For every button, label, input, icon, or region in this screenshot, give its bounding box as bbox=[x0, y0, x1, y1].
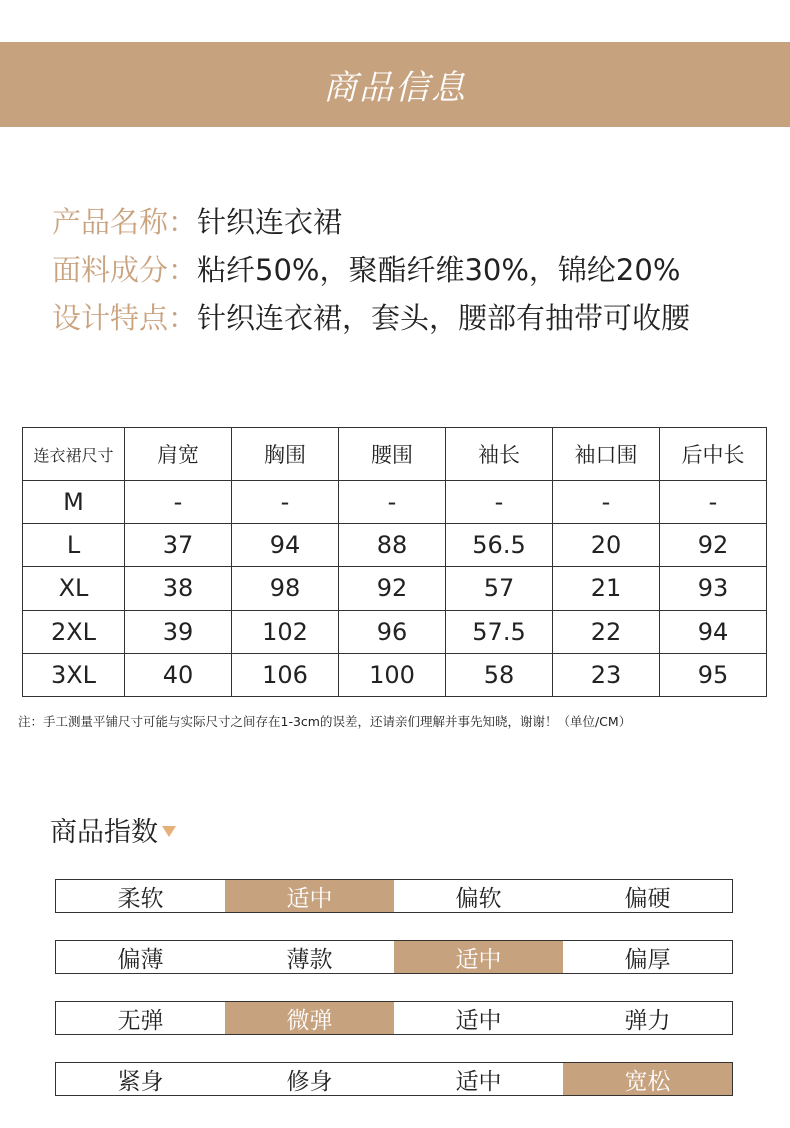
header-cell: 肩宽 bbox=[125, 428, 232, 481]
section-banner bbox=[0, 42, 790, 127]
table-cell: 40 bbox=[125, 653, 232, 696]
banner-title: 商品信息 bbox=[323, 68, 467, 108]
info-row-design bbox=[52, 294, 690, 342]
table-cell: - bbox=[553, 481, 660, 524]
table-row bbox=[23, 567, 767, 610]
table-cell: M bbox=[23, 481, 125, 524]
scale-option: 偏薄 bbox=[117, 946, 164, 973]
header-cell: 袖口围 bbox=[553, 428, 660, 481]
header-cell: 袖长 bbox=[446, 428, 553, 481]
table-cell: 96 bbox=[339, 610, 446, 653]
scale-option: 薄款 bbox=[286, 946, 333, 973]
product-info bbox=[52, 198, 690, 342]
table-cell: 39 bbox=[125, 610, 232, 653]
scale-option: 微弹 bbox=[225, 1002, 394, 1034]
index-scale-elasticity bbox=[55, 1001, 733, 1035]
info-value: 针织连衣裙 bbox=[197, 205, 343, 239]
table-cell: 20 bbox=[553, 524, 660, 567]
table-cell: 57 bbox=[446, 567, 553, 610]
table-cell: 21 bbox=[553, 567, 660, 610]
table-cell: 94 bbox=[232, 524, 339, 567]
table-cell: 106 bbox=[232, 653, 339, 696]
table-cell: 38 bbox=[125, 567, 232, 610]
measurement-note: 注：手工测量平铺尺寸可能与实际尺寸之间存在1-3cm的误差，还请亲们理解并事先知晓，谢谢！（单位/CM） bbox=[18, 714, 632, 729]
table-cell: 102 bbox=[232, 610, 339, 653]
size-table bbox=[22, 427, 767, 697]
table-row bbox=[23, 524, 767, 567]
index-title: 商品指数 bbox=[50, 817, 158, 848]
table-cell: 2XL bbox=[23, 610, 125, 653]
table-cell: - bbox=[660, 481, 767, 524]
table-cell: 100 bbox=[339, 653, 446, 696]
scale-option: 适中 bbox=[455, 1007, 502, 1034]
table-cell: - bbox=[339, 481, 446, 524]
header-cell: 胸围 bbox=[232, 428, 339, 481]
scale-option: 偏软 bbox=[455, 885, 502, 912]
info-row-material bbox=[52, 246, 690, 294]
scale-option: 紧身 bbox=[117, 1068, 164, 1095]
table-cell: 23 bbox=[553, 653, 660, 696]
scale-option: 无弹 bbox=[117, 1007, 164, 1034]
table-cell: L bbox=[23, 524, 125, 567]
scale-option: 修身 bbox=[286, 1068, 333, 1095]
scale-option: 柔软 bbox=[117, 885, 164, 912]
table-cell: 95 bbox=[660, 653, 767, 696]
table-cell: - bbox=[232, 481, 339, 524]
table-cell: 56.5 bbox=[446, 524, 553, 567]
info-label: 面料成分： bbox=[52, 253, 198, 287]
scale-option: 宽松 bbox=[563, 1063, 732, 1095]
scale-option: 适中 bbox=[394, 941, 563, 973]
info-label: 设计特点： bbox=[52, 301, 198, 335]
table-cell: - bbox=[125, 481, 232, 524]
triangle-down-icon bbox=[162, 826, 176, 837]
table-cell: 93 bbox=[660, 567, 767, 610]
index-scale-softness bbox=[55, 879, 733, 913]
table-cell: 88 bbox=[339, 524, 446, 567]
scale-option: 适中 bbox=[225, 880, 394, 912]
table-row bbox=[23, 481, 767, 524]
index-scale-fit bbox=[55, 1062, 733, 1096]
scale-option: 偏硬 bbox=[624, 885, 671, 912]
index-heading bbox=[50, 810, 176, 849]
table-cell: 92 bbox=[660, 524, 767, 567]
info-row-name bbox=[52, 198, 690, 246]
info-value: 针织连衣裙，套头，腰部有抽带可收腰 bbox=[197, 301, 691, 335]
table-cell: 37 bbox=[125, 524, 232, 567]
table-row bbox=[23, 610, 767, 653]
table-row bbox=[23, 653, 767, 696]
scale-option: 弹力 bbox=[624, 1007, 671, 1034]
table-cell: 58 bbox=[446, 653, 553, 696]
table-cell: 22 bbox=[553, 610, 660, 653]
table-cell: 98 bbox=[232, 567, 339, 610]
table-cell: XL bbox=[23, 567, 125, 610]
header-cell: 连衣裙尺寸 bbox=[23, 428, 125, 481]
info-label: 产品名称： bbox=[52, 205, 198, 239]
header-cell: 后中长 bbox=[660, 428, 767, 481]
size-table-header bbox=[23, 428, 767, 481]
table-cell: 92 bbox=[339, 567, 446, 610]
header-cell: 腰围 bbox=[339, 428, 446, 481]
info-value: 粘纤50%，聚酯纤维30%，锦纶20% bbox=[197, 253, 681, 287]
table-cell: 57.5 bbox=[446, 610, 553, 653]
scale-option: 偏厚 bbox=[624, 946, 671, 973]
table-cell: - bbox=[446, 481, 553, 524]
table-cell: 3XL bbox=[23, 653, 125, 696]
table-cell: 94 bbox=[660, 610, 767, 653]
index-scale-thickness bbox=[55, 940, 733, 974]
scale-option: 适中 bbox=[455, 1068, 502, 1095]
